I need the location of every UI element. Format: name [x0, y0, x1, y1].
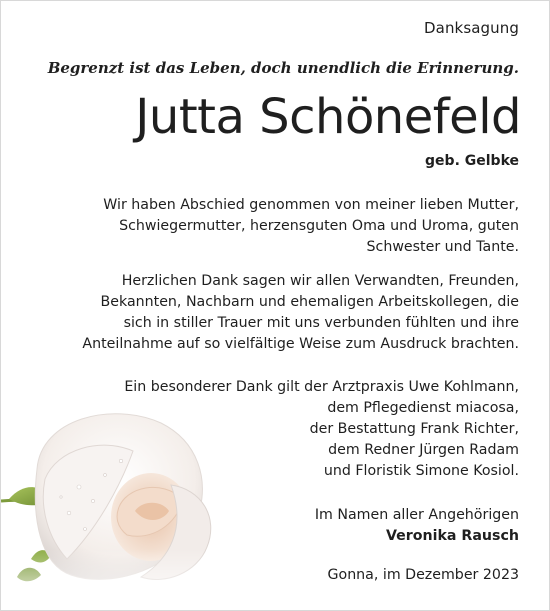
white-rose-image	[1, 389, 271, 604]
text-line: Bekannten, Nachbarn und ehemaligen Arbeitskollegen, die	[100, 294, 519, 310]
text-line: und Floristik Simone Kosiol.	[323, 463, 519, 479]
text-line: Ein besonderer Dank gilt der Arztpraxis Uwe Kohlmann,	[124, 379, 519, 395]
text-line: Wir haben Abschied genommen von meiner lieben Mutter,	[103, 197, 519, 213]
motto-quote: Begrenzt ist das Leben, doch unendlich die Erinnerung.	[47, 59, 519, 77]
place-date: Gonna, im Dezember 2023	[327, 567, 519, 583]
text-line: der Bestattung Frank Richter,	[309, 421, 519, 437]
notice-heading: Danksagung	[424, 19, 519, 37]
text-line: Schwiegermutter, herzensguten Oma und Uroma, guten	[119, 218, 519, 234]
signoff-block	[315, 505, 519, 547]
paragraph-thanks	[82, 271, 519, 355]
text-line: Schwester und Tante.	[366, 239, 519, 255]
text-line: dem Pflegedienst miacosa,	[327, 400, 519, 416]
birth-name: geb. Gelbke	[425, 153, 519, 169]
text-line: Herzlichen Dank sagen wir allen Verwandten, Freunden,	[121, 273, 519, 289]
paragraph-farewell	[103, 195, 519, 258]
signer-name: Veronika Rausch	[385, 528, 519, 544]
text-line: sich in stiller Trauer mit uns verbunden fühlten und ihre	[123, 315, 519, 331]
text-line: Anteilnahme auf so vielfältige Weise zum Ausdruck brachten.	[82, 336, 519, 352]
signoff-intro: Im Namen aller Angehörigen	[314, 507, 519, 523]
text-line: dem Redner Jürgen Radam	[328, 442, 519, 458]
deceased-name: Jutta Schönefeld	[135, 89, 521, 145]
